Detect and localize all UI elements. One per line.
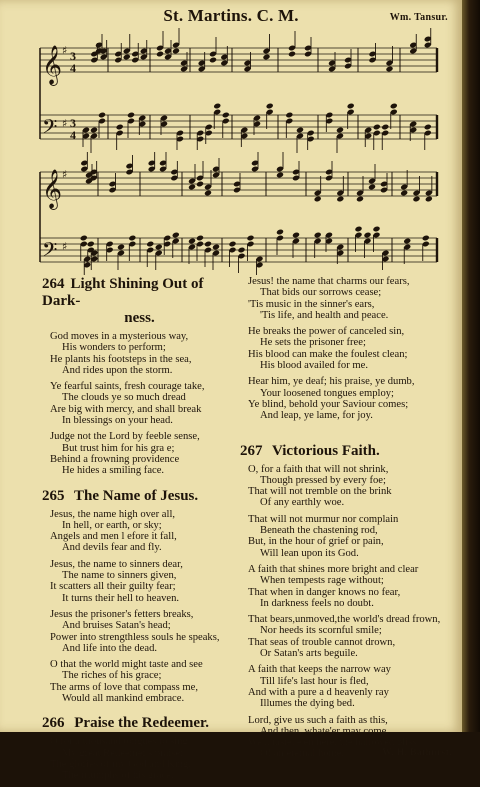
note-head (188, 184, 196, 191)
note-head (237, 247, 245, 254)
lyric-line: Jesus the prisoner's fetters breaks, (50, 608, 194, 620)
lyric-line: Would all mankind embrace. (62, 693, 185, 705)
stanza (248, 276, 452, 321)
lyric-line: Lord, give us such a faith as this, (248, 714, 388, 726)
lyric-line: In darkness feels no doubt. (260, 597, 374, 609)
lyric-line: And with a pure a d heavenly ray (248, 686, 389, 698)
lyric-line: Behind a frowning providence (50, 453, 180, 465)
lyric-line: 'Tis music in the sinner's ears, (248, 298, 375, 310)
hymn-title-text: Praise the Redeemer. (74, 715, 210, 732)
note-head (285, 112, 293, 119)
stanza (50, 331, 237, 376)
note-head (204, 190, 212, 197)
lyric-line: And rides upon the storm. (62, 364, 173, 376)
hymn-title-text: The Name of Jesus. (73, 487, 199, 504)
lyric-line: In hell, or earth, or sky; (62, 519, 162, 531)
lyric-line: The triumphs of his grace. (62, 770, 174, 782)
note-head (314, 232, 322, 239)
stanza (248, 326, 452, 371)
tune-title: St. Martins. C. M. (163, 6, 299, 25)
note-head (425, 196, 433, 203)
note-head (116, 124, 124, 131)
lyric-line: O for a thousand tongues to sing (50, 736, 188, 748)
note-head (314, 196, 322, 203)
lyric-line: Of any earthly woe. (260, 497, 345, 509)
lyric-line: Are big with mercy, and shall break (50, 403, 202, 415)
hymn-title (42, 488, 237, 505)
stanza (50, 659, 237, 704)
lyric-line: He sets the prisoner free; (260, 337, 366, 349)
lyric-line: Jesus, the name high over all, (50, 508, 176, 520)
note-head (204, 241, 212, 248)
bass-clef-icon: 𝄢 (42, 115, 58, 143)
note-head (213, 103, 221, 110)
lyric-line: O that the world might taste and see (50, 659, 203, 671)
note-head (381, 124, 389, 131)
lyric-line: His blood can make the foulest clean; (248, 348, 408, 360)
lyric-line: The riches of his grace; (62, 670, 162, 682)
lyric-line: His blood availed for me. (260, 360, 368, 372)
lyric-line: In blessings on your head. (62, 415, 173, 427)
hymn-number: 267 (240, 442, 263, 459)
note-head (228, 241, 236, 248)
lyric-line: A faith that shines more bright and clear (248, 563, 419, 575)
lyric-line: A faith that keeps the narrow way (248, 664, 391, 676)
hymn-number: 266 (42, 715, 65, 732)
stanza (50, 559, 237, 604)
note-head (356, 196, 364, 203)
note-head (117, 244, 125, 251)
stanza (248, 376, 452, 421)
stanza (50, 431, 237, 476)
note-head (196, 181, 204, 188)
note-head (146, 241, 154, 248)
lyric-line: God moves in a mysterious way, (50, 331, 189, 342)
note-head (87, 241, 95, 248)
book-binding-edge (462, 0, 480, 732)
note-head (403, 238, 411, 245)
note-head (276, 229, 284, 236)
hymn-title (42, 715, 237, 732)
note-head (172, 48, 180, 55)
lyric-line: But trust him for his gra e; (62, 442, 175, 454)
lyric-line: Of an eternal home. (260, 748, 345, 760)
time-signature-bottom: 4 (70, 128, 76, 142)
hymn-266 (42, 715, 237, 781)
lyric-line: O, for a faith that will not shrink, (248, 463, 389, 475)
lyric-line: We'll taste, e'en here, the hallowed bliss (248, 737, 417, 749)
lyric-line: Ye fearful saints, fresh courage take, (50, 381, 205, 393)
lyric-line: Judge not the Lord by feeble sense, (50, 431, 200, 443)
note-head (336, 196, 344, 203)
treble-clef-icon: 𝄞 (42, 45, 63, 85)
lyric-line: Or Satan's arts beguile. (260, 648, 358, 660)
hymn-264-continued (240, 276, 452, 422)
lyric-line: That will not murmur nor complain (248, 513, 399, 525)
hymn-title-cont: ness. (124, 310, 155, 326)
lyric-line: Though pressed by every foe; (260, 474, 386, 486)
time-signature-top: 3 (70, 116, 76, 130)
note-head (90, 127, 98, 134)
right-column (240, 276, 452, 765)
hymn-title (42, 276, 237, 327)
lyric-line: That bids our sorrows cease; (260, 287, 382, 299)
note-head (222, 112, 230, 119)
note-head (347, 103, 355, 110)
lyric-line: Till life's last hour is fled, (260, 675, 369, 687)
note-head (246, 235, 254, 242)
lyric-line: That will not tremble on the brink (248, 486, 392, 498)
hymn-title (240, 443, 452, 460)
time-signature-bottom: 4 (70, 61, 76, 75)
hymn-number: 264 (42, 276, 65, 292)
note-head (155, 244, 163, 251)
note-head (296, 127, 304, 134)
note-head (292, 232, 300, 239)
note-head (128, 235, 136, 242)
stanza (50, 736, 237, 781)
note-head (422, 235, 430, 242)
note-head (212, 244, 220, 251)
hymn-267 (240, 443, 452, 760)
note-head (80, 235, 88, 242)
left-column (42, 276, 237, 787)
lyric-line: Jesus, the name to sinners dear, (50, 558, 183, 570)
note-head (156, 51, 164, 58)
stanza (248, 514, 452, 559)
bass-clef-icon: 𝄢 (42, 238, 58, 266)
note-head (188, 238, 196, 245)
lyric-line: And life into the dead. (62, 642, 158, 654)
lyric-line: Will lean upon its God. (260, 547, 359, 559)
lyric-line: My great Redeemer's praise; (62, 747, 184, 759)
note-head (98, 112, 106, 119)
sharp-icon: ♯ (62, 240, 68, 253)
stanza (248, 564, 452, 609)
hymn-265 (42, 488, 237, 705)
lyric-line: Hear him, ye deaf; his praise, ye dumb, (248, 376, 415, 388)
hymn-number: 265 (42, 487, 65, 504)
note-head (266, 103, 274, 110)
note-head (368, 184, 376, 191)
lyric-line: 'Tis life, and health and peace. (260, 309, 389, 321)
lyric-line: It scatters all their guilty fear; (50, 581, 176, 593)
lyric-line: And then, whate'er may come, (260, 725, 389, 737)
stanza (248, 464, 452, 509)
note-head (123, 54, 131, 61)
sharp-icon: ♯ (62, 168, 68, 181)
stanza (50, 609, 237, 654)
lyric-line: That bears,unmoved,the world's dread frown, (248, 614, 441, 626)
lyric-line: Nor heeds its scornful smile; (260, 625, 382, 637)
note-head (209, 57, 217, 64)
lyric-line: The name to sinners given, (62, 570, 177, 582)
lyric-line: He hides a smiling face. (62, 465, 165, 477)
note-head (288, 51, 296, 58)
lyric-line: And leap, ye lame, for joy. (260, 410, 373, 422)
lyric-line: It turns their hell to heaven. (62, 592, 180, 604)
hymn-title-text: Victorious Faith. (271, 442, 380, 459)
note-head (400, 190, 408, 197)
note-head (372, 226, 380, 233)
hymn-title-text: Light Shining Out of Dark- (42, 276, 204, 309)
hymn-264 (42, 276, 237, 477)
lyric-line: Illumes the dying bed. (260, 698, 355, 710)
lyric-line: He plants his footsteps in the sea, (50, 353, 192, 365)
treble-clef-icon: 𝄞 (42, 169, 63, 209)
lyric-line: When tempests rage without; (260, 575, 384, 587)
lyric-line: Angels and men l efore it fall, (50, 531, 177, 543)
lyric-line: That seas of trouble cannot drown, (248, 636, 396, 648)
note-head (336, 127, 344, 134)
sheet-music (0, 0, 462, 275)
note-head (196, 235, 204, 242)
lyric-line: Beneath the chastening rod, (260, 525, 378, 537)
lyric-line: Power into strengthless souls he speaks, (50, 631, 220, 643)
composer-name: Wm. Tansur. (389, 12, 448, 23)
lyric-line: He breaks the power of canceled sin, (248, 326, 405, 338)
note-head (127, 112, 135, 119)
sharp-icon: ♯ (62, 44, 68, 57)
note-head (373, 124, 381, 131)
lyric-line: Your loosened tongues employ; (260, 387, 394, 399)
lyric-line: Jesus! the name that charms our fears, (248, 276, 410, 287)
lyric-line: And devils fear and fly. (62, 542, 162, 554)
sharp-icon: ♯ (62, 117, 68, 130)
lyric-line: But, in the hour of grief or pain, (248, 536, 384, 548)
stanza (248, 614, 452, 659)
stanza (50, 509, 237, 554)
lyric-line: The glories of my God and King, (50, 758, 191, 770)
note-head (172, 232, 180, 239)
note-head (262, 54, 270, 61)
lyric-line: Ye blind, behold your Saviour comes; (248, 398, 409, 410)
note-head (424, 124, 432, 131)
note-head (354, 226, 362, 233)
stanza (50, 381, 237, 426)
note-head (385, 66, 393, 73)
stanza (248, 715, 452, 760)
note-head (276, 172, 284, 179)
music-staves (40, 28, 437, 275)
lyric-line: The arms of love that compass me, (50, 681, 198, 693)
note-head (412, 196, 420, 203)
lyric-line: And bruises Satan's head; (62, 620, 171, 632)
lyric-line: The clouds ye so much dread (62, 392, 186, 404)
lyric-line: His wonders to perform; (62, 342, 166, 354)
lyric-line: That when in danger knows no fear, (248, 586, 401, 598)
hymn-author: W. H. Bathurst. (382, 748, 452, 759)
stanza (248, 664, 452, 709)
note-head (363, 232, 371, 239)
time-signature-top: 3 (70, 49, 76, 63)
note-head (390, 103, 398, 110)
